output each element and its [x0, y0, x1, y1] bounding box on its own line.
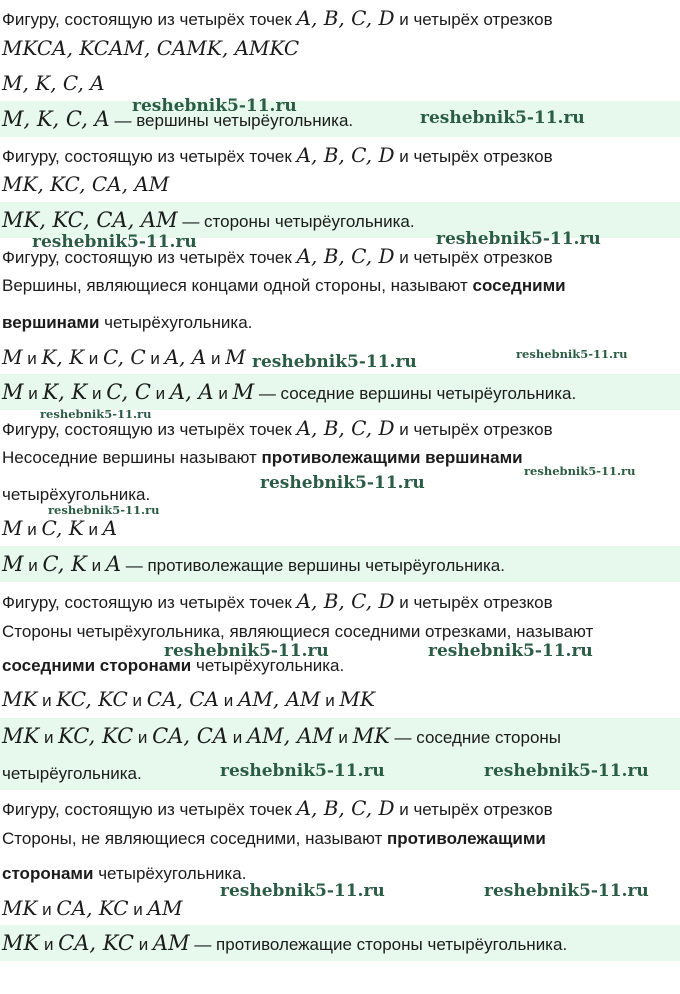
definition-line: Фигуру, состоящую из четырёх точек A, B, C, D и четырёх отрезков: [2, 143, 553, 167]
watermark: reshebnik5-11.ru: [484, 761, 649, 781]
adjacent-vertices-definition: Вершины, являющиеся концами одной стороны, называют соседними: [2, 276, 566, 295]
adjacent-vertices-statement: M и K, K и C, C и A, A и M — соседние вершины четырёугольника.: [0, 374, 680, 410]
adjacent-vertices-list: M и K, K и C, C и A, A и M: [2, 345, 246, 369]
opposite-vertices-list: M и C, K и A: [2, 516, 118, 540]
opposite-sides-definition: Стороны, не являющиеся соседними, называют противолежащими: [2, 829, 546, 848]
opposite-sides-statement: MK и CA, KC и AM — противолежащие стороны четырёугольника.: [0, 925, 680, 961]
opposite-sides-list: MK и CA, KC и AM: [2, 896, 183, 920]
watermark: reshebnik5-11.ru: [524, 464, 636, 478]
watermark: reshebnik5-11.ru: [32, 232, 197, 252]
definition-line: Фигуру, состоящую из четырёх точек A, B, C, D и четырёх отрезков: [2, 796, 553, 820]
adjacent-sides-definition-cont: соседними сторонами четырёхугольника.: [2, 656, 345, 675]
definition-line: Фигуру, состоящую из четырёх точек A, B, C, D и четырёх отрезков: [2, 244, 553, 268]
sides-statement: MK, KC, CA, AM — стороны четырёугольника.: [0, 202, 680, 238]
quadrilateral-names: MKCA, KCAM, CAMK, AMKC: [2, 36, 300, 60]
watermark: reshebnik5-11.ru: [48, 503, 160, 517]
vertices-statement: M, K, C, A — вершины четырёугольника.: [0, 101, 680, 137]
watermark: reshebnik5-11.ru: [428, 641, 593, 661]
watermark: reshebnik5-11.ru: [132, 96, 297, 116]
opposite-vertices-statement: M и C, K и A — противолежащие вершины четырёугольника.: [0, 546, 680, 582]
watermark: reshebnik5-11.ru: [40, 407, 152, 421]
opposite-sides-definition-cont: сторонами четырёхугольника.: [2, 864, 247, 883]
watermark: reshebnik5-11.ru: [220, 881, 385, 901]
adjacent-sides-statement: MK и KC, KC и CA, CA и AM, AM и MK — соседние стороны четырёугольника.: [0, 718, 680, 790]
adjacent-sides-list: MK и KC, KC и CA, CA и AM, AM и MK: [2, 687, 375, 711]
definition-line: Фигуру, состоящую из четырёх точек A, B, C, D и четырёх отрезков: [2, 416, 553, 440]
definition-line: Фигуру, состоящую из четырёх точек A, B, C, D и четырёх отрезков: [2, 6, 553, 30]
vertices-list: M, K, C, A: [2, 71, 105, 95]
watermark: reshebnik5-11.ru: [516, 347, 628, 361]
adjacent-vertices-definition-cont: вершинами четырёхугольника.: [2, 313, 253, 332]
watermark: reshebnik5-11.ru: [220, 761, 385, 781]
watermark: reshebnik5-11.ru: [164, 641, 329, 661]
watermark: reshebnik5-11.ru: [436, 229, 601, 249]
opposite-vertices-definition: Несоседние вершины называют противолежащими вершинами: [2, 448, 523, 467]
opposite-vertices-definition-cont: четырёхугольника.: [2, 485, 151, 504]
watermark: reshebnik5-11.ru: [260, 473, 425, 493]
watermark: reshebnik5-11.ru: [420, 108, 585, 128]
sides-list: MK, KC, CA, AM: [2, 172, 170, 196]
definition-line: Фигуру, состоящую из четырёх точек A, B, C, D и четырёх отрезков: [2, 589, 553, 613]
watermark: reshebnik5-11.ru: [484, 881, 649, 901]
watermark: reshebnik5-11.ru: [252, 352, 417, 372]
adjacent-sides-definition: Стороны четырёхугольника, являющиеся соседними отрезками, называют: [2, 622, 594, 641]
